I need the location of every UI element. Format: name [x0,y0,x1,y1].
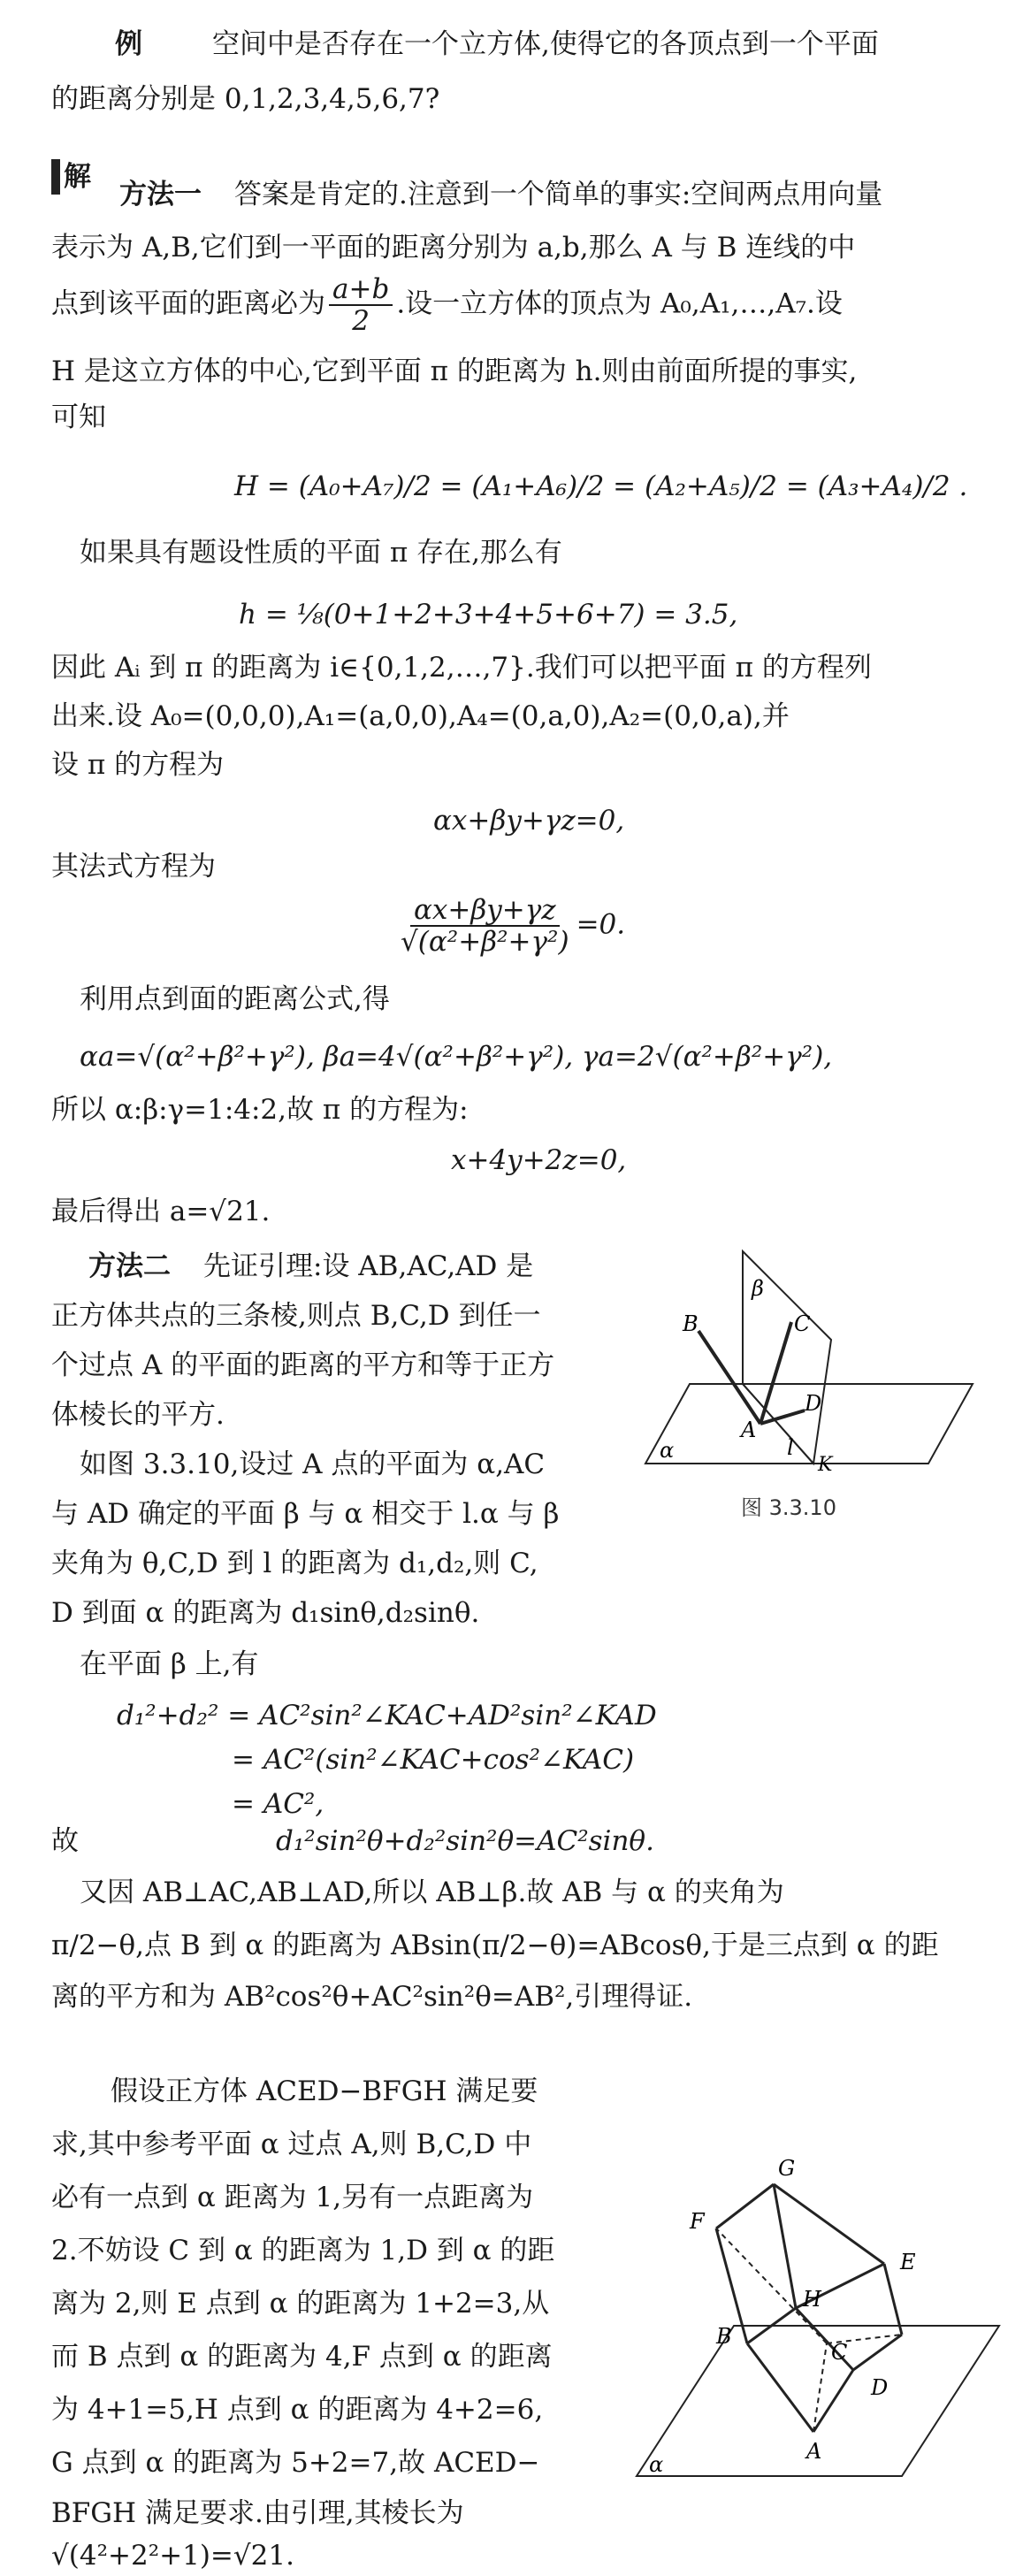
method1-label: 方法一 [119,179,202,210]
example-label: 例 [115,28,142,60]
fig1-label-alpha: α [660,1438,675,1463]
eq4-num: αx+βy+γz [410,895,560,927]
m2-line-5: 如图 3.3.10,设过 A 点的平面为 α,AC [80,1449,546,1480]
normal-form-fraction [397,895,573,957]
equation-2: h = ⅛(0+1+2+3+4+5+6+7) = 3.5, [239,599,738,631]
m1-line-10: 其法式方程为 [51,851,216,883]
m1-line-7: 因此 Aᵢ 到 π 的距离为 i∈{0,1,2,…,7}.我们可以把平面 π 的方程列 [51,652,872,684]
m2-line-3: 个过点 A 的平面的距离的平方和等于正方 [51,1349,555,1381]
edge-AB [747,2343,813,2432]
edge-AD [813,2370,853,2432]
m1-line-1: 答案是肯定的.注意到一个简单的事实:空间两点用向量 [234,179,883,210]
m1-line-3b: .设一立方体的顶点为 A₀,A₁,…,A₇.设 [396,287,843,320]
edge-AB [699,1331,760,1424]
cube-label-H: H [803,2287,821,2312]
equation-4 [393,895,625,957]
p3-line-5: 离为 2,则 E 点到 α 的距离为 1+2=3,从 [51,2288,550,2320]
example-text-1: 空间中是否存在一个立方体,使得它的各顶点到一个平面 [212,28,879,60]
p3-line-4: 2.不妨设 C 到 α 的距离为 1,D 到 α 的距 [51,2235,555,2266]
method2-label: 方法二 [88,1250,171,1282]
m1-line-6: 如果具有题设性质的平面 π 存在,那么有 [80,537,562,569]
m1-line-5: 可知 [51,401,106,433]
fig1-label-B: B [683,1311,699,1336]
eq4-tail: =0. [576,908,626,941]
m2-line-8: D 到面 α 的距离为 d₁sinθ,d₂sinθ. [51,1597,480,1629]
equation-6: x+4y+2z=0, [451,1144,627,1176]
p3-line-7: 为 4+1=5,H 点到 α 的距离为 4+2=6, [51,2394,544,2426]
m1-line-9: 设 π 的方程为 [51,749,225,781]
fig1-label-beta: β [752,1276,764,1301]
m1-line-8: 出来.设 A₀=(0,0,0),A₁=(a,0,0),A₄=(0,a,0),A₂=(0,0,a),并 [51,700,790,732]
cube-label-alpha: α [649,2452,664,2477]
m1-line-4: H 是这立方体的中心,它到平面 π 的距离为 h.则由前面所提的事实, [51,355,858,387]
m1-line-12: 所以 α:β:γ=1:4:2,故 π 的方程为: [51,1094,469,1126]
cube-figure [619,2078,1008,2485]
cube-label-C: C [831,2340,848,2365]
m2-line-6: 与 AD 确定的平面 β 与 α 相交于 l.α 与 β [51,1498,560,1530]
m2-line-12: 离的平方和为 AB²cos²θ+AC²sin²θ=AB²,引理得证. [51,1981,693,2013]
equation-7a: d₁²+d₂² = AC²sin²∠KAC+AD²sin²∠KAD [117,1700,657,1731]
p3-line-9: BFGH 满足要求.由引理,其棱长为 [51,2497,464,2529]
gu-label: 故 [51,1825,79,1857]
cube-label-E: E [900,2250,916,2274]
fig1-label-K: K [818,1454,833,1472]
solution-marker [51,159,60,195]
m2-line-7: 夹角为 θ,C,D 到 l 的距离为 d₁,d₂,则 C, [51,1548,538,1579]
p3-line-10: √(4²+2²+1)=√21. [51,2540,294,2572]
m2-line-1: 先证引理:设 AB,AC,AD 是 [203,1250,534,1282]
cube-label-B: B [716,2324,732,2349]
m2-line-9: 在平面 β 上,有 [80,1648,259,1680]
edge-FG [716,2184,774,2228]
fig1-label-C: C [794,1311,811,1336]
p3-line-3: 必有一点到 α 距离为 1,另有一点距离为 [51,2182,534,2213]
m2-line-11: π/2−θ,点 B 到 α 的距离为 ABsin(π/2−θ)=ABcosθ,于是三点到 α 的距 [51,1930,939,1961]
cube-label-D: D [871,2375,889,2400]
m1-line-3 [51,274,843,336]
edge-AC [760,1322,791,1424]
fig1-label-D: D [805,1391,822,1416]
m1-line-3a: 点到该平面的距离必为 [51,287,325,320]
p3-line-8: G 点到 α 的距离为 5+2=7,故 ACED− [51,2447,540,2479]
figure-caption: 图 3.3.10 [741,1495,836,1520]
eq4-den: √(α²+β²+γ²) [401,926,569,958]
fig1-label-A: A [741,1418,757,1442]
edge-AC [813,2343,827,2432]
cube-label-A: A [806,2439,822,2464]
equation-3: αx+βy+γz=0, [433,805,625,837]
fig1-label-l: l [787,1435,794,1460]
frac-den: 2 [352,305,370,337]
m2-line-10: 又因 AB⊥AC,AB⊥AD,所以 AB⊥β.故 AB 与 α 的夹角为 [80,1877,784,1908]
p3-line-6: 而 B 点到 α 的距离为 4,F 点到 α 的距离 [51,2341,553,2373]
equation-7b: = AC²(sin²∠KAC+cos²∠KAC) [232,1744,635,1776]
cube-label-F: F [690,2209,705,2234]
p3-line-2: 求,其中参考平面 α 过点 A,则 B,C,D 中 [51,2129,532,2160]
cube-label-G: G [778,2156,796,2181]
frac-num: a+b [329,274,393,306]
equation-1: H = (A₀+A₇)/2 = (A₁+A₆)/2 = (A₂+A₅)/2 = (A₃+A₄)/2 . [234,470,968,502]
edge-E-down [884,2264,902,2335]
equation-8: d₁²sin²θ+d₂²sin²θ=AC²sinθ. [276,1825,654,1857]
edge-HG [774,2184,796,2308]
figure-3-3-10 [637,1242,990,1472]
m1-line-11: 利用点到面的距离公式,得 [80,983,390,1015]
solution-label: 解 [64,161,91,193]
equation-5: αa=√(α²+β²+γ²), βa=4√(α²+β²+γ²), γa=2√(α²+β²+γ²), [80,1041,833,1073]
m2-line-2: 正方体共点的三条棱,则点 B,C,D 到任一 [51,1300,541,1332]
p3-line-1: 假设正方体 ACED−BFGH 满足要 [111,2075,538,2107]
m1-line-13: 最后得出 a=√21. [51,1196,271,1227]
midpoint-fraction [329,274,393,336]
example-text-2: 的距离分别是 0,1,2,3,4,5,6,7? [51,83,440,115]
m2-line-4: 体棱长的平方. [51,1399,225,1431]
edge-GE [774,2184,884,2264]
m1-line-2: 表示为 A,B,它们到一平面的距离分别为 a,b,那么 A 与 B 连线的中 [51,232,856,264]
equation-7c: = AC², [232,1788,324,1820]
